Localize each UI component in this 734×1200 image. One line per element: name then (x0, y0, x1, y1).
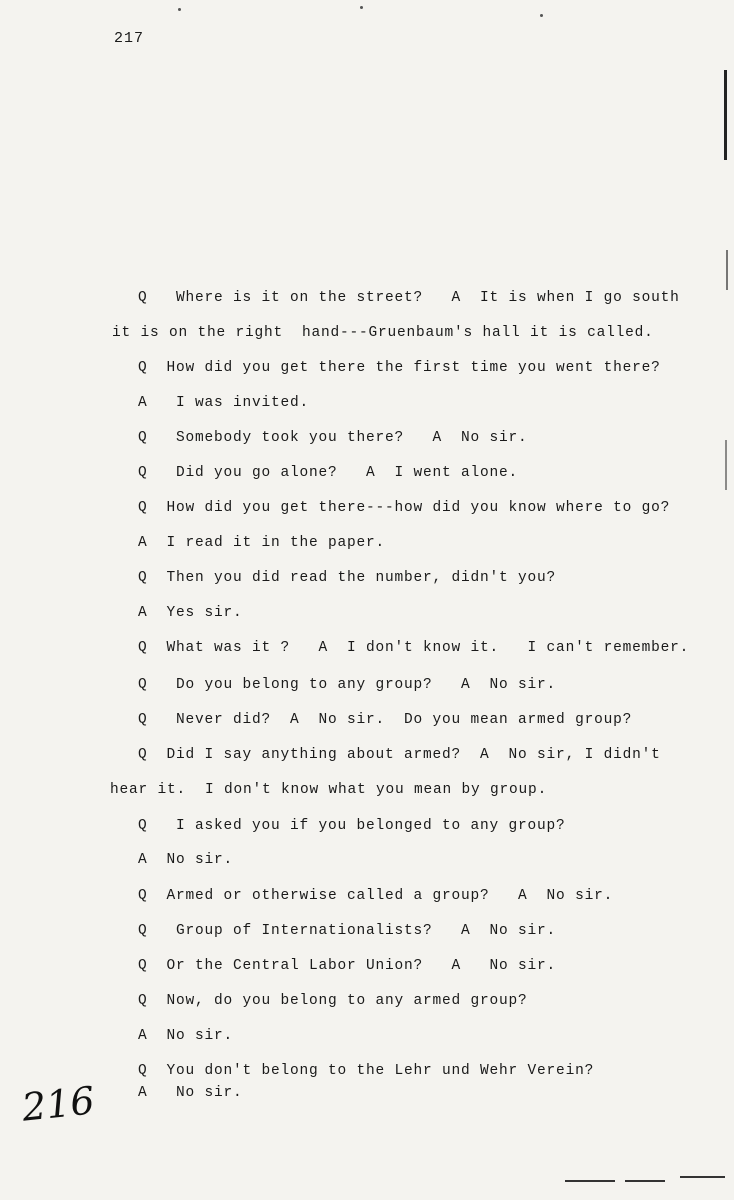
margin-binding-mark (724, 70, 727, 160)
transcript-line: A No sir. (138, 1085, 243, 1101)
transcript-line: A I read it in the paper. (138, 535, 386, 551)
transcript-line: hear it. I don't know what you mean by group. (110, 782, 548, 798)
transcript-line: Q You don't belong to the Lehr und Wehr Verein? (138, 1063, 595, 1079)
scan-speck (178, 8, 181, 11)
transcript-line: Q How did you get there the first time you went there? (138, 360, 661, 376)
scan-dash-mark (625, 1180, 665, 1182)
scan-dash-mark (680, 1176, 725, 1178)
scan-speck (360, 6, 363, 9)
transcript-line: Q Somebody took you there? A No sir. (138, 430, 528, 446)
transcript-line: Q Do you belong to any group? A No sir. (138, 677, 557, 693)
margin-binding-mark (726, 250, 728, 290)
transcript-line: Q Now, do you belong to any armed group? (138, 993, 528, 1009)
transcript-line: Q Then you did read the number, didn't you? (138, 570, 557, 586)
transcript-line: it is on the right hand---Gruenbaum's hall it is called. (112, 325, 654, 341)
transcript-line: Q Did I say anything about armed? A No sir, I didn't (138, 747, 661, 763)
page-number: 217 (114, 30, 145, 47)
transcript-line: Q Armed or otherwise called a group? A No sir. (138, 888, 614, 904)
transcript-line: Q What was it ? A I don't know it. I can't remember. (138, 640, 690, 656)
transcript-line: Q I asked you if you belonged to any group? (138, 818, 566, 834)
transcript-line: A No sir. (138, 1028, 234, 1044)
transcript-line: Q How did you get there---how did you know where to go? (138, 500, 671, 516)
margin-binding-mark (725, 440, 727, 490)
scan-speck (540, 14, 543, 17)
scan-dash-mark (565, 1180, 615, 1182)
transcript-line: A No sir. (138, 852, 234, 868)
transcript-line: A I was invited. (138, 395, 310, 411)
transcript-line: A Yes sir. (138, 605, 243, 621)
transcript-line: Q Never did? A No sir. Do you mean armed group? (138, 712, 633, 728)
transcript-line: Q Group of Internationalists? A No sir. (138, 923, 557, 939)
transcript-line: Q Or the Central Labor Union? A No sir. (138, 958, 557, 974)
handwritten-page-number: 216 (19, 1078, 97, 1130)
transcript-line: Q Did you go alone? A I went alone. (138, 465, 519, 481)
transcript-line: Q Where is it on the street? A It is when I go south (138, 290, 680, 306)
